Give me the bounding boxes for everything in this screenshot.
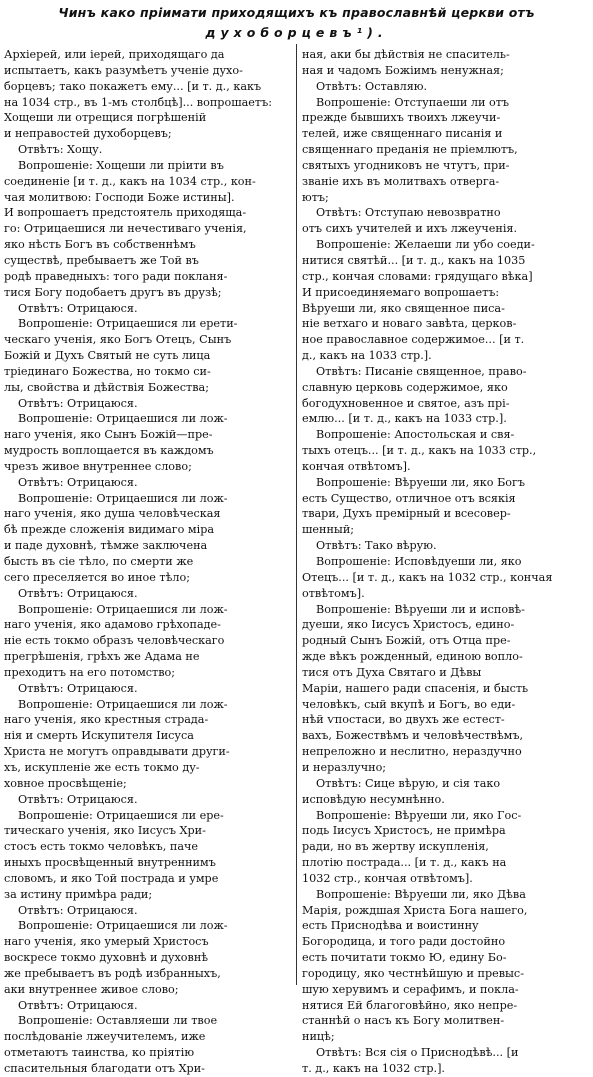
text-line: вахъ, Божествѣмъ и человѣчествѣмъ, [302,729,524,743]
text-line: Вопрошеніе: Отрицаешися ли ере- [18,808,224,822]
text-line: 1032 стр., кончая отвѣтомъ]. [302,871,473,885]
text-line: ради, но въ жертву искупленія, [302,840,489,854]
text-line: послѣдованіе лжеучителемъ, иже [4,1030,206,1044]
text-line: Маріи, нашего ради спасенія, и бысть [302,681,529,695]
text-line: городицу, яко честнѣйшую и превыс- [302,966,524,980]
text-line: Отвѣтъ: Отступаю невозвратно [316,206,501,220]
text-line: И вопрошаетъ предстоятель приходяща- [4,206,247,220]
text-line: жде вѣкъ рожденный, единою вопло- [302,650,523,664]
text-line: есть почитати токмо Ю, едину Бо- [302,951,507,965]
text-line: Вопрошеніе: Вѣруеши ли, яко Гос- [316,808,522,822]
text-line: Богородица, и того ради достойно [302,935,506,949]
text-line: Вопрошеніе: Отступаеши ли отъ [316,95,510,109]
text-line: наго ученія, яко адамово грѣхопаде- [4,618,221,632]
text-line: Отвѣтъ: Отрицаюся. [18,998,138,1012]
text-line: наго ученія, яко умерый Христосъ [4,935,209,949]
text-line: плотію пострада... [и т. д., какъ на [302,856,507,870]
text-line: отметаютъ таинства, ко пріятію [4,1046,195,1060]
text-line: за истину примѣра ради; [4,887,153,901]
text-line: соединеніе [и т. д., какъ на 1034 стр., кон- [4,174,256,188]
text-line: ховное просвѣщеніе; [4,776,127,790]
text-line: Отвѣтъ: Тако вѣрую. [316,539,437,553]
text-line: богодухновенное и святое, азъ прі- [302,396,510,410]
text-line: непреложно и неслитно, нераздучно [302,745,522,759]
text-line: же пребываетъ въ родѣ избранныхъ, [4,966,221,980]
text-line: ницѣ; [302,1030,335,1044]
text-line: Отвѣтъ: Хощу. [18,143,103,157]
text-line: лы, свойства и дѣйствія Божества; [4,380,209,394]
page-title: Чинъ како пріимати приходящихъ къ православнѣй церкви отъ [58,5,535,20]
text-line: Вопрошеніе: Отрицаешися ли лож- [18,697,228,711]
text-line: Отвѣтъ: Сице вѣрую, и сія тако [316,776,501,790]
text-line: прегрѣшенія, грѣхъ же Адама не [4,650,200,664]
text-line: чая молитвою: Господи Боже истины]. [4,190,235,204]
text-line: кончая отвѣтомъ]. [302,459,411,473]
column-divider [296,44,297,985]
text-line: святыхъ угодниковъ не чтутъ, при- [302,158,510,172]
text-line: Вопрошеніе: Отрицаешися ли лож- [18,919,228,933]
text-line: Отвѣтъ: Отрицаюся. [18,396,138,410]
text-line: Вопрошеніе: Оставляеши ли твое [18,1014,218,1028]
text-line: Вопрошеніе: Отрицаешися ли лож- [18,412,228,426]
text-line: тися отъ Духа Святаго и Дѣвы [302,665,482,679]
text-line: шую херувимъ и серафимъ, и покла- [302,982,519,996]
text-line: словомъ, и яко Той пострада и умре [4,871,219,885]
text-line: родѣ праведныхъ: того ради покланя- [4,269,228,283]
text-line: яко нѣсть Богъ въ собственнѣмъ [4,238,196,252]
text-line: станнѣй о насъ къ Богу молитвен- [302,1014,505,1028]
text-line: Вопрошеніе: Вѣруеши ли и исповѣ- [316,602,525,616]
text-line: шенный; [302,523,355,537]
page-title-continuation: духоборцевъ¹). [205,25,388,40]
text-line: наго ученія, яко душа человѣческая [4,507,221,521]
text-line: званіе ихъ въ молитвахъ отверга- [302,174,500,188]
text-line: сего преселяется во иное тѣло; [4,570,190,584]
text-line: Вопрошеніе: Желаеши ли убо соеди- [316,238,535,252]
text-line: Отвѣтъ: Отрицаюся. [18,681,138,695]
text-line: нѣй ѵпостаси, во двухъ же естест- [302,713,505,727]
text-line: иныхъ просвѣщенный внутреннимъ [4,856,216,870]
text-line: хъ, искупленіе же есть токмо ду- [4,760,200,774]
text-line: Вопрошеніе: Отрицаешися ли лож- [18,491,228,505]
text-line: наго ученія, яко крестныя страда- [4,713,209,727]
text-line: мудрость воплощается въ каждомъ [4,444,214,458]
text-line: Хощеши ли отрещися погрѣшеній [4,111,207,125]
text-line: Марія, рождшая Христа Бога нашего, [302,903,528,917]
text-line: тріединаго Божества, но токмо си- [4,364,211,378]
text-line: воскресе токмо духовнѣ и духовнѣ [4,951,209,965]
text-line: на 1034 стр., въ 1-мъ столбцѣ]... вопрошаетъ: [4,95,272,109]
text-line: Вопрошеніе: Вѣруеши ли, яко Дѣва [316,887,526,901]
text-line: тися Богу подобаетъ другъ въ друзѣ; [4,285,222,299]
text-line: отвѣтомъ]. [302,586,365,600]
text-line: телей, иже священнаго писанія и [302,127,503,141]
text-line: существѣ, пребываетъ же Той въ [4,253,199,267]
text-line: аки внутреннее живое слово; [4,982,179,996]
text-line: Божій и Духъ Святый не суть лица [4,349,211,363]
text-line: отъ сихъ учителей и ихъ лжеученія. [302,222,518,236]
text-line: тыхъ отецъ... [и т. д., какъ на 1033 стр., [302,444,537,458]
text-line: бысть въ сіе тѣло, по смерти же [4,555,194,568]
text-line: прежде бывшихъ твоихъ лжеучи- [302,111,501,125]
text-line: бѣ прежде сложенія видимаго міра [4,523,215,537]
text-line: нія и смерть Искупителя Іисуса [4,729,194,743]
text-line: Отвѣтъ: Отрицаюся. [18,586,138,600]
text-line: и неразлучно; [302,760,387,774]
text-line: Отецъ... [и т. д., какъ на 1032 стр., кончая [302,570,553,584]
text-line: ческаго ученія, яко Богъ Отецъ, Сынъ [4,333,232,347]
text-line: твари, Духъ премірный и всесовер- [302,507,511,521]
right-column [302,47,589,1075]
left-column [4,47,291,1075]
text-line: Вопрошеніе: Отрицаешися ли лож- [18,602,228,616]
text-line: испытаетъ, какъ разумѣетъ ученіе духо- [4,63,243,77]
text-line: ніе ветхаго и новаго завѣта, церков- [302,317,517,331]
text-line: Вопрошеніе: Вѣруеши ли, яко Богъ [316,475,526,489]
text-line: есть Существо, отличное отъ всякія [302,491,516,505]
text-line: и неправостей духоборцевъ; [4,127,172,141]
text-line: Вопрошеніе: Апостольская и свя- [316,428,515,442]
text-line: священнаго преданія не пріемлютъ, [302,143,518,157]
text-line: Вопрошеніе: Исповѣдуеши ли, яко [316,555,522,568]
text-line: нитися святѣй... [и т. д., какъ на 1035 [302,253,526,267]
text-line: подь Іисусъ Христосъ, не примѣра [302,824,506,838]
text-line: Отвѣтъ: Отрицаюся. [18,475,138,489]
text-line: стосъ есть токмо человѣкъ, паче [4,840,199,854]
text-line: чрезъ живое внутреннее слово; [4,459,192,473]
text-line: стр., кончая словами: грядущаго вѣка] [302,269,533,283]
text-line: ніе есть токмо образъ человѣческаго [4,634,225,648]
text-line: Отвѣтъ: Отрицаюся. [18,792,138,806]
text-line: и паде духовнѣ, тѣмже заключена [4,539,208,553]
text-line: Вопрошеніе: Отрицаешися ли ерети- [18,317,238,331]
text-line: человѣкъ, сый вкупѣ и Богъ, во еди- [302,697,516,711]
text-line: т. д., какъ на 1032 стр.]. [302,1062,445,1075]
text-line: нятися Ей благоговѣйно, яко непре- [302,998,518,1012]
text-line: Вѣруеши ли, яко священное писа- [302,301,505,315]
text-line: д., какъ на 1033 стр.]. [302,349,432,363]
text-line: Вопрошеніе: Хощеши ли пріити въ [18,158,224,172]
text-line: спасительныя благодати отъ Хри- [4,1062,205,1075]
text-line: борцевъ; тако покажетъ ему... [и т. д., какъ [4,79,262,93]
text-line: Отвѣтъ: Вся сія о Приснодѣвѣ... [и [316,1046,519,1060]
text-line: ютъ; [302,190,329,204]
text-line: есть Приснодѣва и воистинну [302,919,479,933]
text-line: И присоединяемаго вопрошаетъ: [302,285,500,299]
text-line: емлю... [и т. д., какъ на 1033 стр.]. [302,412,507,426]
text-line: Отвѣтъ: Оставляю. [316,79,428,93]
text-line: Христа не могутъ оправдывати други- [4,745,230,759]
text-line: преходитъ на его потомство; [4,665,176,679]
text-line: го: Отрицаешися ли нечестиваго ученія, [4,222,247,236]
text-line: ная, аки бы дѣйствія не спаситель- [302,48,510,61]
text-line: Отвѣтъ: Отрицаюся. [18,903,138,917]
text-line: ное православное содержимое... [и т. [302,333,525,347]
text-line: славную церковь содержимое, яко [302,380,508,394]
text-line: исповѣдую несумнѣнно. [302,792,445,806]
text-line: Отвѣтъ: Писаніе священное, право- [316,364,527,378]
text-line: ная и чадомъ Божіимъ ненужная; [302,63,504,77]
text-line: Отвѣтъ: Отрицаюся. [18,301,138,315]
text-line: тическаго ученія, яко Іисусъ Хри- [4,824,206,838]
text-line: наго ученія, яко Сынъ Божій—пре- [4,428,213,442]
text-line: родный Сынъ Божій, отъ Отца пре- [302,634,511,648]
text-line: дуеши, яко Іисусъ Христосъ, едино- [302,618,515,632]
text-line: Архіерей, или іерей, приходящаго да [4,48,225,61]
